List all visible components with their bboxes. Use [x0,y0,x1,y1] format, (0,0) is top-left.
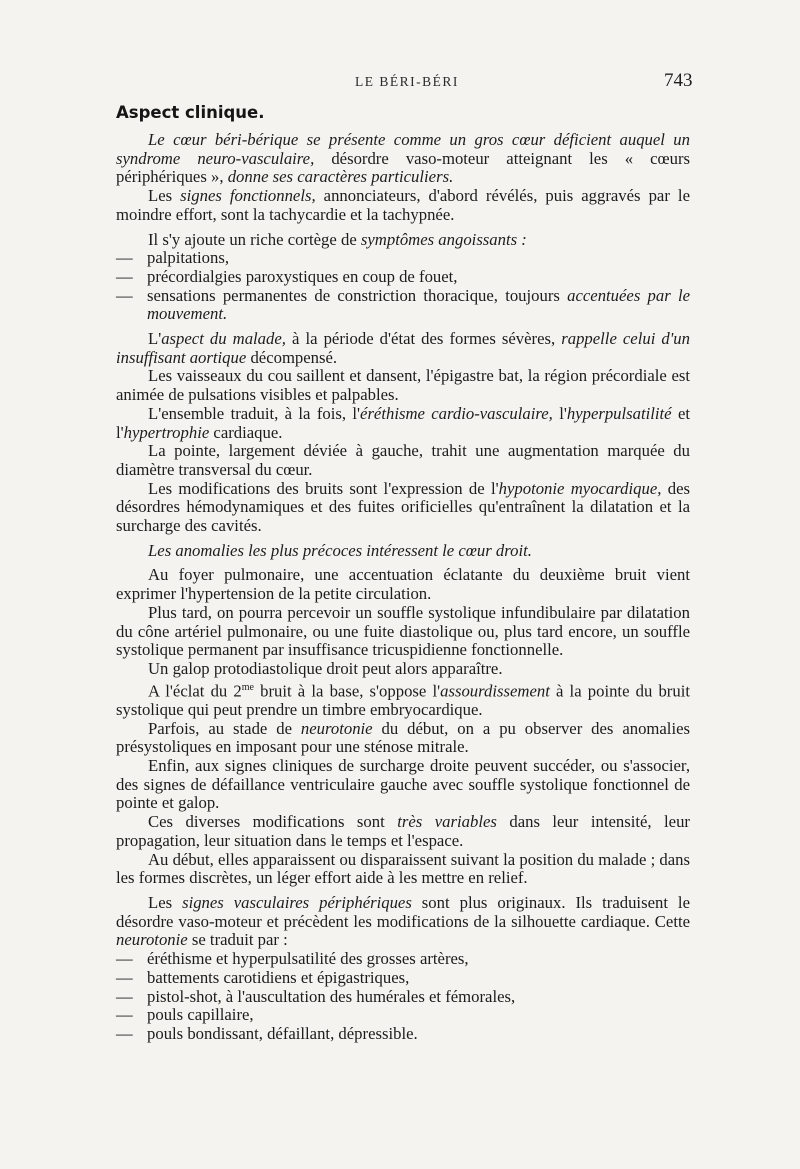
paragraph: L'ensemble traduit, à la fois, l'éréthisme cardio-vasculaire, l'hyperpulsatilité et l'hypertrophie cardiaque. [116,403,690,442]
page-header [0,70,800,98]
paragraph: Les vaisseaux du cou saillent et dansent, l'épigastre bat, la région précordiale est animée de pulsations visibles et palpables. [116,366,690,405]
paragraph-vascular-signs: Les signes vasculaires périphériques sont plus originaux. Ils traduisent le désordre vaso-moteur et précèdent les modifications de la silhouette cardiaque. Cette neurotonie se traduit par : [116,892,690,950]
list-item: — palpitations, [116,248,230,268]
paragraph: Un galop protodiastolique droit peut alors apparaître. [148,658,503,678]
section-title: Aspect clinique. [116,103,265,122]
paragraph-functional-signs: Les signes fonctionnels, annonciateurs, d'abord révélés, puis aggravés par le moindre effort, sont la tachycardie et la tachypnée. [116,186,690,224]
paragraph: Au début, elles apparaissent ou disparaissent suivant la position du malade ; dans les formes discrètes, un léger effort aide à les mettre en relief. [116,849,690,888]
list-item: — sensations permanentes de constriction thoracique, toujours accentuées par le mouvement. [116,285,690,324]
paragraph: Parfois, au stade de neurotonie du début, on a pu observer des anomalies présystoliques en imposant pour une sténose mitrale. [116,718,690,757]
paragraph-symptoms: Il s'y ajoute un riche cortège de symptômes angoissants : [148,229,527,249]
paragraph-italic-heading: Les anomalies les plus précoces intéressent le cœur droit. [148,540,532,560]
list-item: — pouls bondissant, défaillant, dépressible. [116,1023,418,1043]
paragraph-intro: Le cœur béri-bérique se présente comme un gros cœur déficient auquel un syndrome neuro-vasculaire, désordre vaso-moteur atteignant les « cœurs périphériques », donne ses caractères particuliers. [116,130,690,187]
paragraph: Plus tard, on pourra percevoir un souffle systolique infundibulaire par dilatation du cône artériel pulmonaire, ou une fuite diastolique ou, plus tard encore, un souffle systolique permanent par insuffisance tricuspidienne fonctionnelle. [116,602,690,660]
page-number: 743 [664,70,693,91]
paragraph: Les modifications des bruits sont l'expression de l'hypotonie myocardique, des désordres hémodynamiques et des fuites orificielles qu'entraînent la dilatation et la surcharge des cavités. [116,478,691,536]
paragraph: Enfin, aux signes cliniques de surcharge droite peuvent succéder, ou s'associer, des signes de défaillance ventriculaire gauche avec souffle systolique fonctionnel de pointe et galop. [116,756,690,813]
list-item: — précordialgies paroxystiques en coup de fouet, [116,266,458,286]
paragraph: A l'éclat du $2^{me}$ bruit à la base, s'oppose l'assourdissement à la pointe du bruit systolique qui peut prendre un timbre embryocardique. [116,681,690,719]
running-title: LE BÉRI-BÉRI [355,74,459,89]
paragraph: La pointe, largement déviée à gauche, trahit une augmentation marquée du diamètre transversal du cœur. [116,441,690,479]
list-item: — battements carotidiens et épigastriques, [116,967,410,987]
paragraph: Ces diverses modifications sont très variables dans leur intensité, leur propagation, leur situation dans le temps et l'espace. [116,812,690,850]
body-text [116,131,690,1044]
list-item: — pistol-shot, à l'auscultation des humérales et fémorales, [116,986,516,1006]
paragraph-patient-aspect: L'aspect du malade, à la période d'état des formes sévères, rappelle celui d'un insuffisant aortique décompensé. [116,329,690,367]
list-item: — pouls capillaire, [116,1005,254,1025]
list-item: — éréthisme et hyperpulsatilité des grosses artères, [116,949,469,969]
paragraph: Au foyer pulmonaire, une accentuation éclatante du deuxième bruit vient exprimer l'hypertension de la petite circulation. [116,565,690,604]
